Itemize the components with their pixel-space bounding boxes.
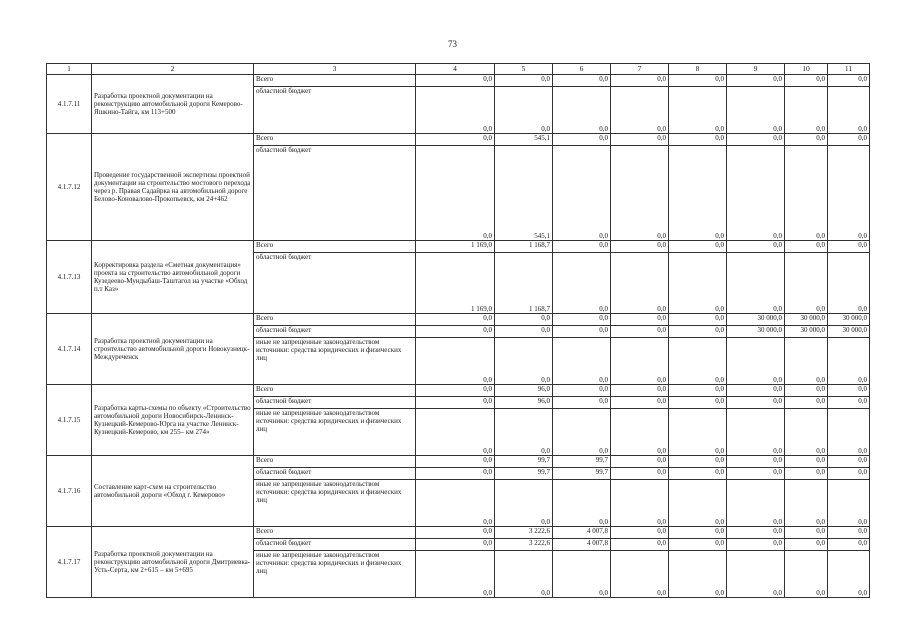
amount-cell: 0,0 — [727, 146, 785, 241]
amount-cell: 1 169,0 — [416, 253, 495, 314]
amount-cell: 0,0 — [553, 75, 611, 87]
amount-cell: 0,0 — [416, 326, 495, 338]
amount-cell: 0,0 — [611, 326, 669, 338]
amount-cell: 0,0 — [727, 134, 785, 146]
amount-cell: 0,0 — [611, 75, 669, 87]
amount-cell: 0,0 — [727, 480, 785, 527]
table-header — [47, 64, 870, 75]
amount-cell: 1 168,7 — [495, 253, 553, 314]
amount-cell: 0,0 — [611, 87, 669, 134]
amount-cell: 0,0 — [611, 134, 669, 146]
table-row — [47, 527, 870, 539]
amount-cell: 0,0 — [416, 134, 495, 146]
column-header: 1 — [47, 64, 92, 75]
amount-cell: 0,0 — [669, 241, 727, 253]
amount-cell: 0,0 — [727, 397, 785, 409]
amount-cell: 0,0 — [785, 146, 828, 241]
amount-cell: 0,0 — [727, 456, 785, 468]
amount-cell: 0,0 — [553, 326, 611, 338]
funding-source: областной бюджет — [254, 539, 416, 551]
amount-cell: 0,0 — [553, 241, 611, 253]
row-code: 4.1.7.16 — [47, 456, 92, 527]
amount-cell: 0,0 — [553, 87, 611, 134]
row-code: 4.1.7.13 — [47, 241, 92, 314]
amount-cell: 0,0 — [416, 75, 495, 87]
column-header: 7 — [611, 64, 669, 75]
amount-cell: 0,0 — [828, 468, 870, 480]
table-body — [47, 75, 870, 598]
funding-source: областной бюджет — [254, 468, 416, 480]
amount-cell: 0,0 — [828, 338, 870, 385]
amount-cell: 1 169,0 — [416, 241, 495, 253]
funding-source: Всего — [254, 456, 416, 468]
amount-cell: 0,0 — [785, 385, 828, 397]
amount-cell: 30 000,0 — [785, 326, 828, 338]
amount-cell: 0,0 — [828, 134, 870, 146]
amount-cell: 4 007,8 — [553, 527, 611, 539]
funding-source: Всего — [254, 314, 416, 326]
amount-cell: 0,0 — [669, 539, 727, 551]
amount-cell: 0,0 — [727, 539, 785, 551]
amount-cell: 0,0 — [727, 527, 785, 539]
amount-cell: 0,0 — [669, 468, 727, 480]
amount-cell: 0,0 — [611, 338, 669, 385]
event-name: Разработка проектной документации на реконструкцию автомобильной дороги Дмитриевка-Усть-Серта, км 2+615 – км 5+695 — [92, 527, 254, 598]
amount-cell: 96,0 — [495, 397, 553, 409]
amount-cell: 0,0 — [785, 480, 828, 527]
column-header: 9 — [727, 64, 785, 75]
amount-cell: 0,0 — [785, 409, 828, 456]
column-header: 5 — [495, 64, 553, 75]
funding-source: областной бюджет — [254, 146, 416, 241]
table-row — [47, 241, 870, 253]
column-header: 2 — [92, 64, 254, 75]
amount-cell: 99,7 — [495, 456, 553, 468]
event-name: Проведение государственной экспертизы проектной документации на строительство мостового перехода через р. Правая Садайрка на автомобильной дороге Белово-Коновалово-Прокопьевск, км 24+462 — [92, 134, 254, 241]
amount-cell: 0,0 — [495, 314, 553, 326]
amount-cell: 0,0 — [553, 385, 611, 397]
amount-cell: 0,0 — [785, 241, 828, 253]
amount-cell: 0,0 — [828, 75, 870, 87]
amount-cell: 99,7 — [553, 468, 611, 480]
amount-cell: 0,0 — [785, 87, 828, 134]
amount-cell: 0,0 — [553, 338, 611, 385]
amount-cell: 0,0 — [828, 551, 870, 598]
table-row — [47, 456, 870, 468]
amount-cell: 0,0 — [416, 539, 495, 551]
amount-cell: 0,0 — [785, 134, 828, 146]
column-header: 11 — [828, 64, 870, 75]
amount-cell: 0,0 — [828, 456, 870, 468]
row-code: 4.1.7.12 — [47, 134, 92, 241]
amount-cell: 0,0 — [611, 456, 669, 468]
amount-cell: 96,0 — [495, 385, 553, 397]
amount-cell: 30 000,0 — [828, 314, 870, 326]
amount-cell: 0,0 — [785, 456, 828, 468]
amount-cell: 545,1 — [495, 134, 553, 146]
amount-cell: 0,0 — [495, 87, 553, 134]
amount-cell: 0,0 — [828, 539, 870, 551]
amount-cell: 0,0 — [785, 539, 828, 551]
amount-cell: 0,0 — [669, 134, 727, 146]
column-header: 10 — [785, 64, 828, 75]
row-code: 4.1.7.14 — [47, 314, 92, 385]
funding-source: иные не запрещенные законодательством источники: средства юридических и физических лиц — [254, 480, 416, 527]
amount-cell: 0,0 — [669, 409, 727, 456]
amount-cell: 3 222,6 — [495, 527, 553, 539]
funding-source: областной бюджет — [254, 87, 416, 134]
amount-cell: 0,0 — [669, 326, 727, 338]
event-name: Разработка проектной документации на реконструкцию автомобильной дороги Кемерово-Яшкино-Тайга, км 113+500 — [92, 75, 254, 134]
table-row — [47, 134, 870, 146]
amount-cell: 0,0 — [727, 385, 785, 397]
amount-cell: 4 007,8 — [553, 539, 611, 551]
amount-cell: 0,0 — [495, 480, 553, 527]
amount-cell: 0,0 — [416, 480, 495, 527]
row-code: 4.1.7.15 — [47, 385, 92, 456]
amount-cell: 0,0 — [828, 385, 870, 397]
funding-source: Всего — [254, 75, 416, 87]
amount-cell: 0,0 — [669, 87, 727, 134]
amount-cell: 0,0 — [553, 253, 611, 314]
amount-cell: 0,0 — [416, 527, 495, 539]
amount-cell: 0,0 — [416, 397, 495, 409]
amount-cell: 0,0 — [669, 397, 727, 409]
amount-cell: 0,0 — [828, 146, 870, 241]
amount-cell: 30 000,0 — [727, 326, 785, 338]
funding-source: областной бюджет — [254, 253, 416, 314]
table-row — [47, 75, 870, 87]
funding-source: областной бюджет — [254, 326, 416, 338]
event-name: Составление карт-схем на строительство автомобильной дороги «Обход г. Кемерово» — [92, 456, 254, 527]
amount-cell: 0,0 — [727, 87, 785, 134]
funding-source: Всего — [254, 385, 416, 397]
amount-cell: 0,0 — [416, 468, 495, 480]
amount-cell: 0,0 — [785, 253, 828, 314]
amount-cell: 0,0 — [611, 146, 669, 241]
amount-cell: 0,0 — [553, 134, 611, 146]
amount-cell: 545,1 — [495, 146, 553, 241]
amount-cell: 0,0 — [669, 314, 727, 326]
amount-cell: 0,0 — [785, 527, 828, 539]
funding-source: Всего — [254, 527, 416, 539]
amount-cell: 0,0 — [785, 468, 828, 480]
column-header: 4 — [416, 64, 495, 75]
amount-cell: 0,0 — [416, 314, 495, 326]
amount-cell: 0,0 — [785, 75, 828, 87]
amount-cell: 0,0 — [553, 551, 611, 598]
funding-source: иные не запрещенные законодательством источники: средства юридических и физических лиц — [254, 409, 416, 456]
amount-cell: 0,0 — [669, 253, 727, 314]
amount-cell: 0,0 — [828, 253, 870, 314]
amount-cell: 0,0 — [828, 241, 870, 253]
amount-cell: 0,0 — [611, 527, 669, 539]
amount-cell: 0,0 — [495, 338, 553, 385]
amount-cell: 0,0 — [611, 539, 669, 551]
amount-cell: 0,0 — [727, 338, 785, 385]
amount-cell: 0,0 — [669, 456, 727, 468]
amount-cell: 0,0 — [416, 551, 495, 598]
amount-cell: 0,0 — [727, 253, 785, 314]
amount-cell: 0,0 — [669, 551, 727, 598]
amount-cell: 0,0 — [727, 551, 785, 598]
amount-cell: 0,0 — [828, 87, 870, 134]
event-name: Корректировка раздела «Сметная документация» проекта на строительство автомобильной дороги Кузедеево-Мундыбаш-Таштагол на участке «Обход п.т Каз» — [92, 241, 254, 314]
amount-cell: 0,0 — [553, 409, 611, 456]
funding-source: иные не запрещенные законодательством источники: средства юридических и физических лиц — [254, 551, 416, 598]
page-number: 73 — [448, 39, 457, 49]
amount-cell: 0,0 — [416, 456, 495, 468]
amount-cell: 0,0 — [553, 397, 611, 409]
amount-cell: 0,0 — [495, 551, 553, 598]
amount-cell: 30 000,0 — [828, 326, 870, 338]
amount-cell: 0,0 — [553, 146, 611, 241]
amount-cell: 0,0 — [727, 409, 785, 456]
amount-cell: 0,0 — [416, 87, 495, 134]
column-header: 3 — [254, 64, 416, 75]
table-row — [47, 385, 870, 397]
amount-cell: 0,0 — [416, 385, 495, 397]
amount-cell: 0,0 — [611, 241, 669, 253]
amount-cell: 0,0 — [727, 241, 785, 253]
amount-cell: 0,0 — [495, 409, 553, 456]
amount-cell: 0,0 — [416, 338, 495, 385]
funding-source: иные не запрещенные законодательством источники: средства юридических и физических лиц — [254, 338, 416, 385]
amount-cell: 0,0 — [611, 385, 669, 397]
amount-cell: 0,0 — [611, 397, 669, 409]
amount-cell: 0,0 — [553, 480, 611, 527]
amount-cell: 30 000,0 — [785, 314, 828, 326]
amount-cell: 0,0 — [727, 468, 785, 480]
event-name: Разработка карты-схемы по объекту «Строительство автомобильной дороги Новосибирск-Ленинск-Кузнецкий-Кемерово-Юрга на участке Ленинск-Кузнецкий-Кемерово, км 255– км 274» — [92, 385, 254, 456]
amount-cell: 0,0 — [785, 551, 828, 598]
amount-cell: 1 168,7 — [495, 241, 553, 253]
row-code: 4.1.7.17 — [47, 527, 92, 598]
amount-cell: 0,0 — [416, 409, 495, 456]
amount-cell: 0,0 — [416, 146, 495, 241]
amount-cell: 3 222,6 — [495, 539, 553, 551]
amount-cell: 0,0 — [611, 551, 669, 598]
funding-source: областной бюджет — [254, 397, 416, 409]
amount-cell: 0,0 — [785, 397, 828, 409]
funding-source: Всего — [254, 241, 416, 253]
amount-cell: 0,0 — [611, 314, 669, 326]
amount-cell: 0,0 — [611, 409, 669, 456]
amount-cell: 0,0 — [611, 468, 669, 480]
column-header: 6 — [553, 64, 611, 75]
table-row — [47, 314, 870, 326]
amount-cell: 0,0 — [828, 480, 870, 527]
amount-cell: 0,0 — [495, 75, 553, 87]
amount-cell: 0,0 — [611, 480, 669, 527]
column-header: 8 — [669, 64, 727, 75]
amount-cell: 0,0 — [828, 409, 870, 456]
amount-cell: 0,0 — [669, 75, 727, 87]
budget-table — [46, 63, 870, 598]
amount-cell: 0,0 — [553, 314, 611, 326]
row-code: 4.1.7.11 — [47, 75, 92, 134]
event-name: Разработка проектной документации на строительство автомобильной дороги Новокузнецк-Междуреченск — [92, 314, 254, 385]
amount-cell: 99,7 — [495, 468, 553, 480]
amount-cell: 0,0 — [727, 75, 785, 87]
amount-cell: 0,0 — [669, 480, 727, 527]
amount-cell: 0,0 — [785, 338, 828, 385]
amount-cell: 0,0 — [669, 146, 727, 241]
amount-cell: 0,0 — [828, 527, 870, 539]
amount-cell: 0,0 — [495, 326, 553, 338]
funding-source: Всего — [254, 134, 416, 146]
amount-cell: 0,0 — [828, 397, 870, 409]
amount-cell: 0,0 — [611, 253, 669, 314]
amount-cell: 0,0 — [669, 338, 727, 385]
amount-cell: 0,0 — [669, 527, 727, 539]
amount-cell: 99,7 — [553, 456, 611, 468]
amount-cell: 0,0 — [669, 385, 727, 397]
amount-cell: 30 000,0 — [727, 314, 785, 326]
